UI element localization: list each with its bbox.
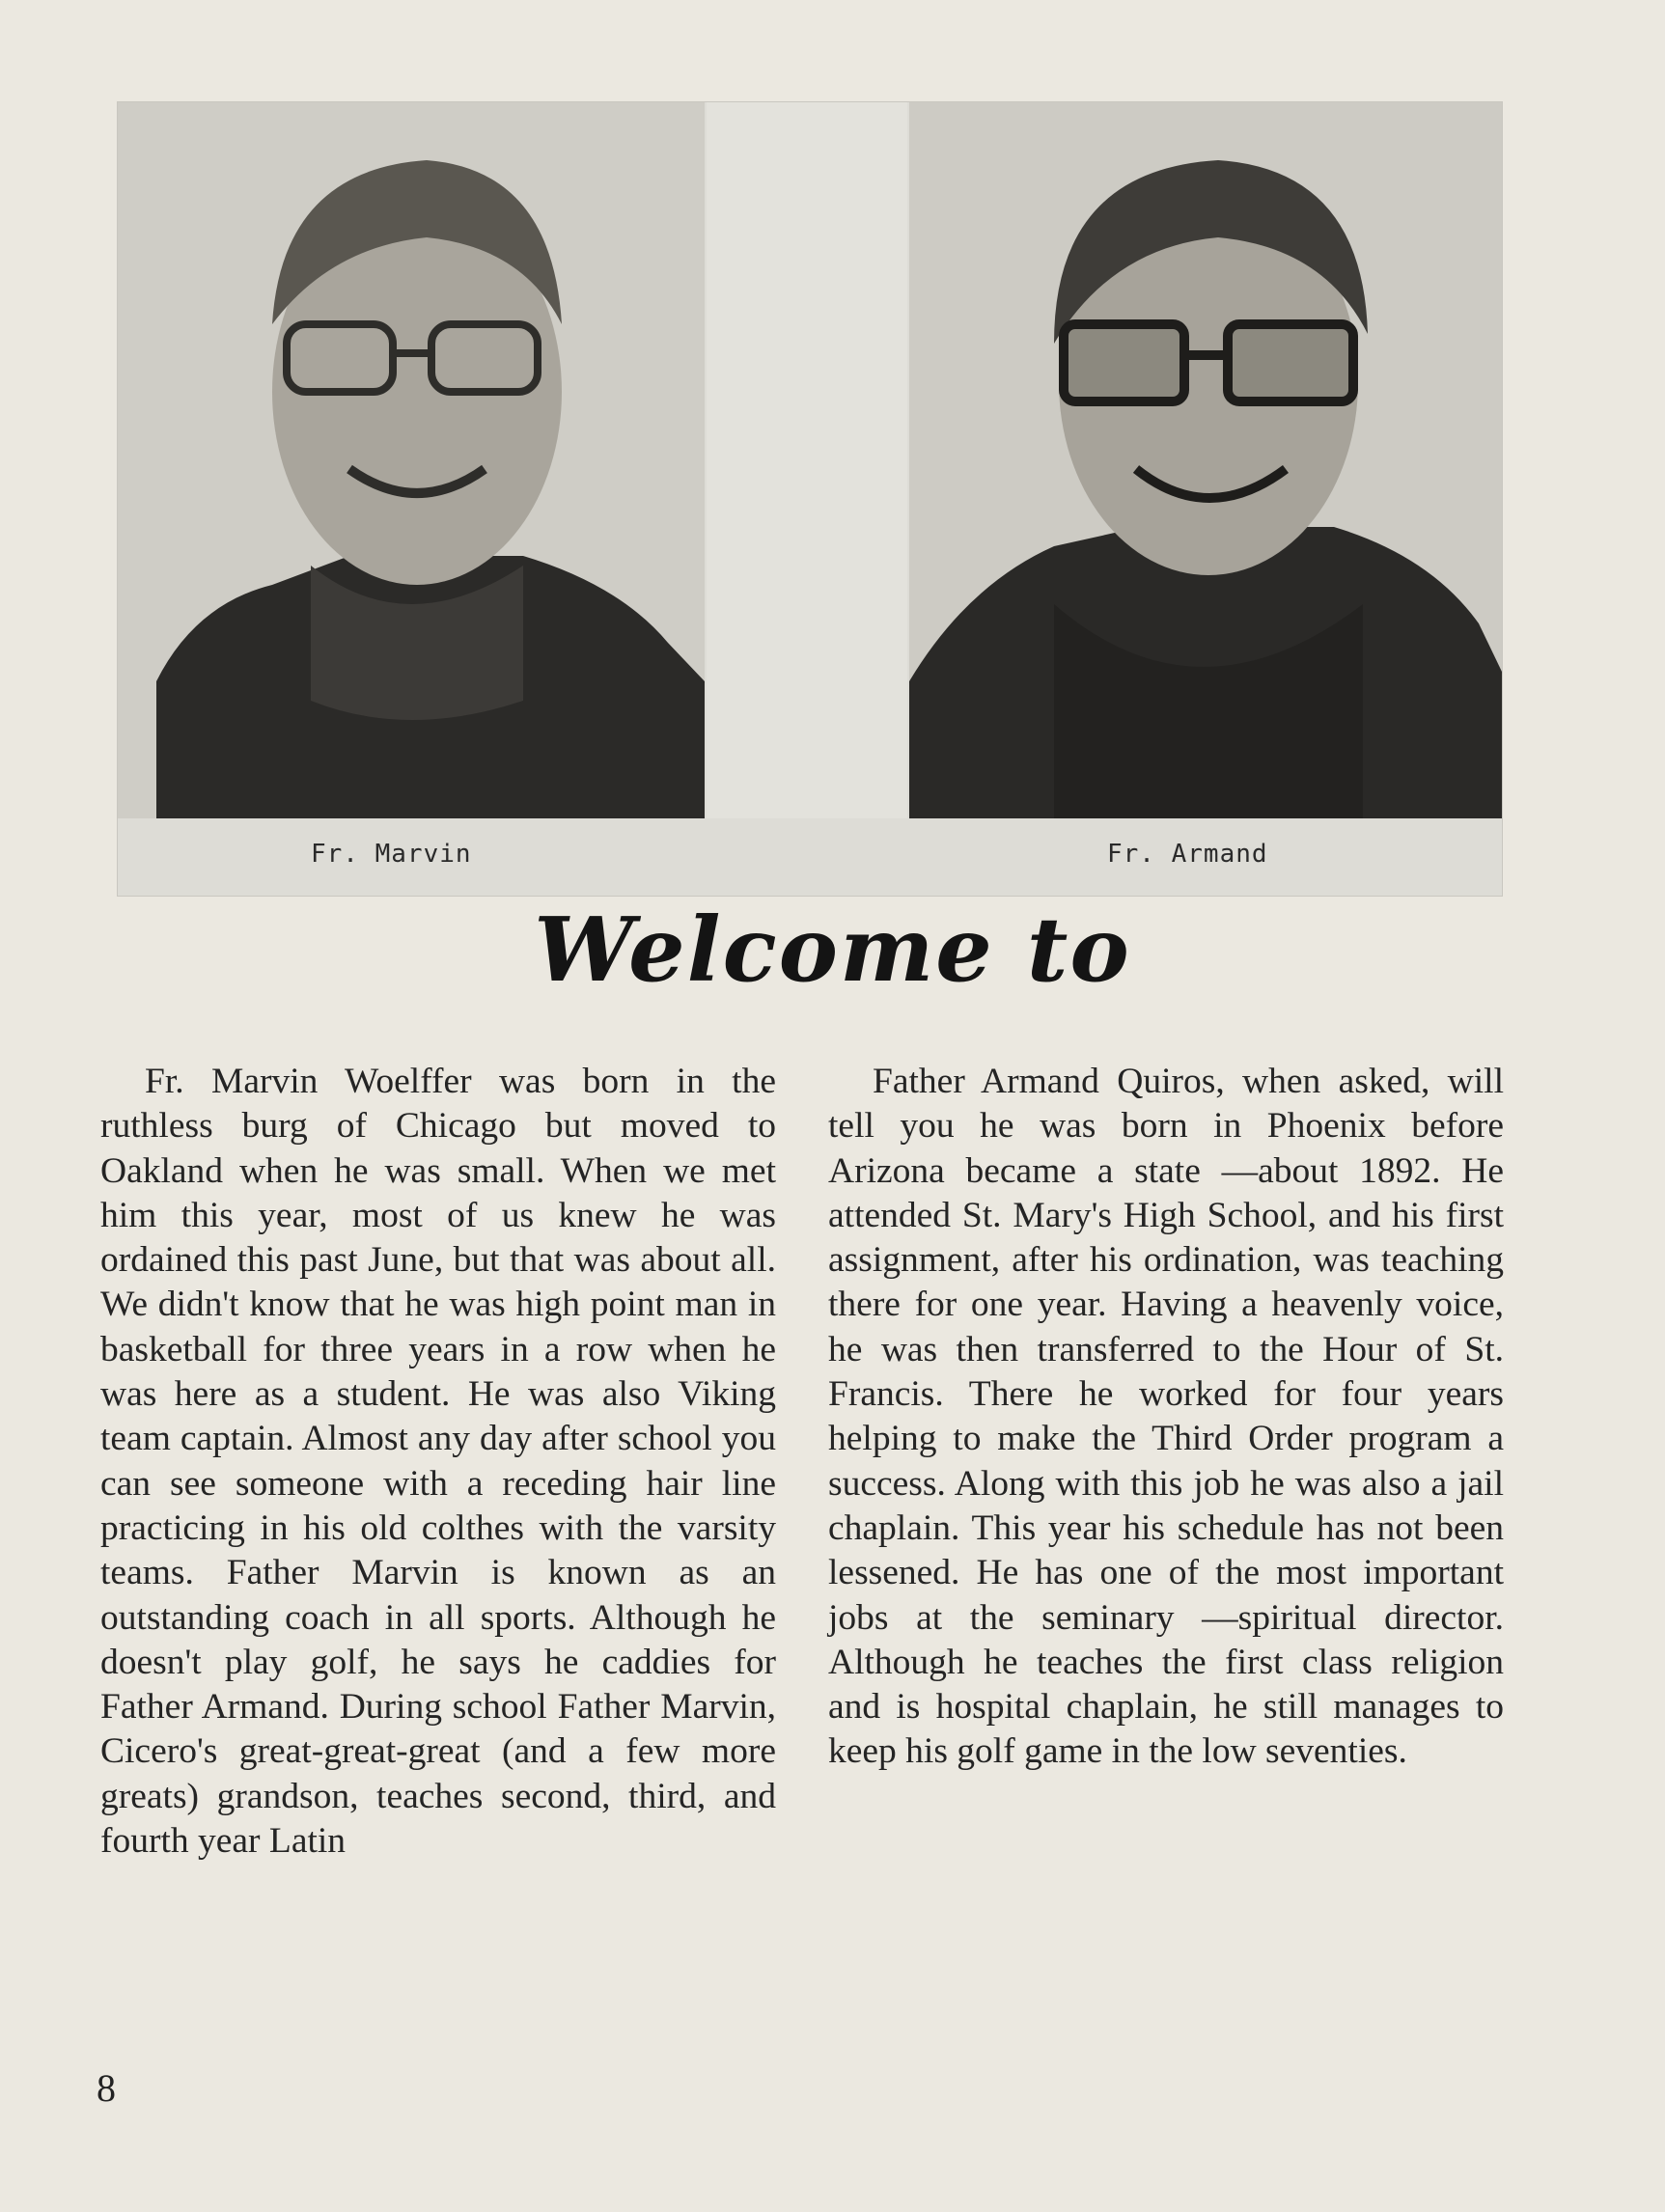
photo-fr-armand	[909, 102, 1502, 818]
photo-strip	[117, 101, 1503, 897]
photo-caption-armand: Fr. Armand	[1107, 840, 1268, 869]
article-column-left	[100, 1060, 776, 1864]
portrait-photo-icon	[118, 102, 705, 818]
headline: Welcome to	[534, 898, 1131, 1002]
photo-caption-marvin: Fr. Marvin	[311, 840, 472, 869]
photo-fr-marvin	[118, 102, 705, 818]
article-paragraph-armand: Father Armand Quiros, when asked, will tell you he was born in Phoenix before Arizona became a state —about 1892. He attended St. Mary's High School, and his first assignment, after his ordination, was teaching there for one year. Having a heavenly voice, he was then transferred to the Hour of St. Francis. There he worked for four years helping to make the Third Order program a success. Along with this job he was also a jail chaplain. This year his schedule has not been lessened. He has one of the most important jobs at the seminary —spiritual director. Although he teaches the first class religion and is hospital chaplain, he still manages to keep his golf game in the low seventies.	[828, 1062, 1504, 1772]
photo-divider	[707, 102, 907, 818]
article-column-right	[828, 1060, 1504, 1775]
article-paragraph-marvin: Fr. Marvin Woelffer was born in the ruthless burg of Chicago but moved to Oakland when he was small. When we met him this year, most of us knew he was ordained this past June, but that was about all. We didn't know that he was high point man in basketball for three years in a row when he was here as a student. He was also Viking team captain. Almost any day after school you can see someone with a receding hair line practicing in his old colthes with the varsity teams. Father Marvin is known as an outstanding coach in all sports. Although he doesn't play golf, he says he caddies for Father Armand. During school Father Marvin, Cicero's great-great-great (and a few more greats) grandson, teaches second, third, and fourth year Latin	[100, 1062, 776, 1862]
portrait-photo-icon	[909, 102, 1502, 818]
page-number: 8	[97, 2066, 116, 2110]
